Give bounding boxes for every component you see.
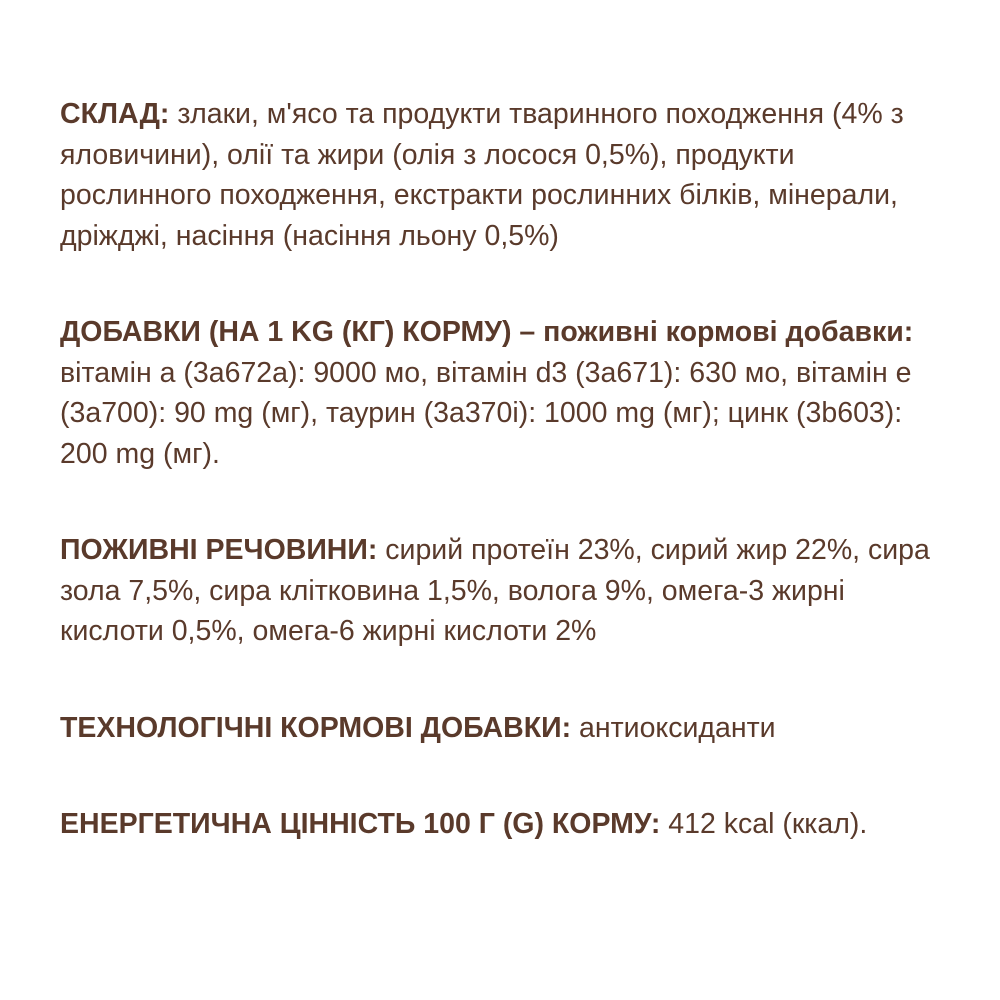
additives-label: ДОБАВКИ (НА 1 KG (КГ) КОРМУ) – поживні кормові добавки:	[60, 316, 914, 348]
composition-block	[60, 94, 940, 256]
technological-additives-label: ТЕХНОЛОГІЧНІ КОРМОВІ ДОБАВКИ:	[60, 711, 572, 744]
nutrients-block	[60, 530, 940, 652]
technological-additives-block	[60, 708, 940, 749]
energy-value-block	[60, 804, 940, 845]
ingredients-card	[60, 94, 940, 845]
energy-value-label: ЕНЕРГЕТИЧНА ЦІННІСТЬ 100 Г (G) КОРМУ:	[60, 808, 661, 840]
energy-value-text: 412 kcal (ккал).	[668, 808, 868, 840]
composition-label: СКЛАД:	[60, 98, 170, 130]
composition-text: злаки, м'ясо та продукти тваринного походження (4% з яловичини), олії та жири (олія з лосося 0,5%), продукти рослинного походження, екстракти рослинних білків, мінерали, дріжджі, насіння (насіння льону 0,5%)	[60, 98, 904, 252]
additives-text: вітамін а (3a672a): 9000 мо, вітамін d3 (3a671): 630 мо, вітамін е (3a700): 90 mg (мг), таурин (3a370i): 1000 mg (мг); цинк (3b603): 200 mg (мг).	[60, 356, 912, 470]
nutrients-label: ПОЖИВНІ РЕЧОВИНИ:	[60, 534, 378, 566]
technological-additives-text: антиоксиданти	[579, 711, 776, 744]
nutrients-text: сирий протеїн 23%, сирий жир 22%, сира зола 7,5%, сира клітковина 1,5%, вологa 9%, омега-3 жирні кислоти 0,5%, омега-6 жирні кислоти 2%	[60, 534, 930, 647]
additives-block	[60, 312, 940, 474]
